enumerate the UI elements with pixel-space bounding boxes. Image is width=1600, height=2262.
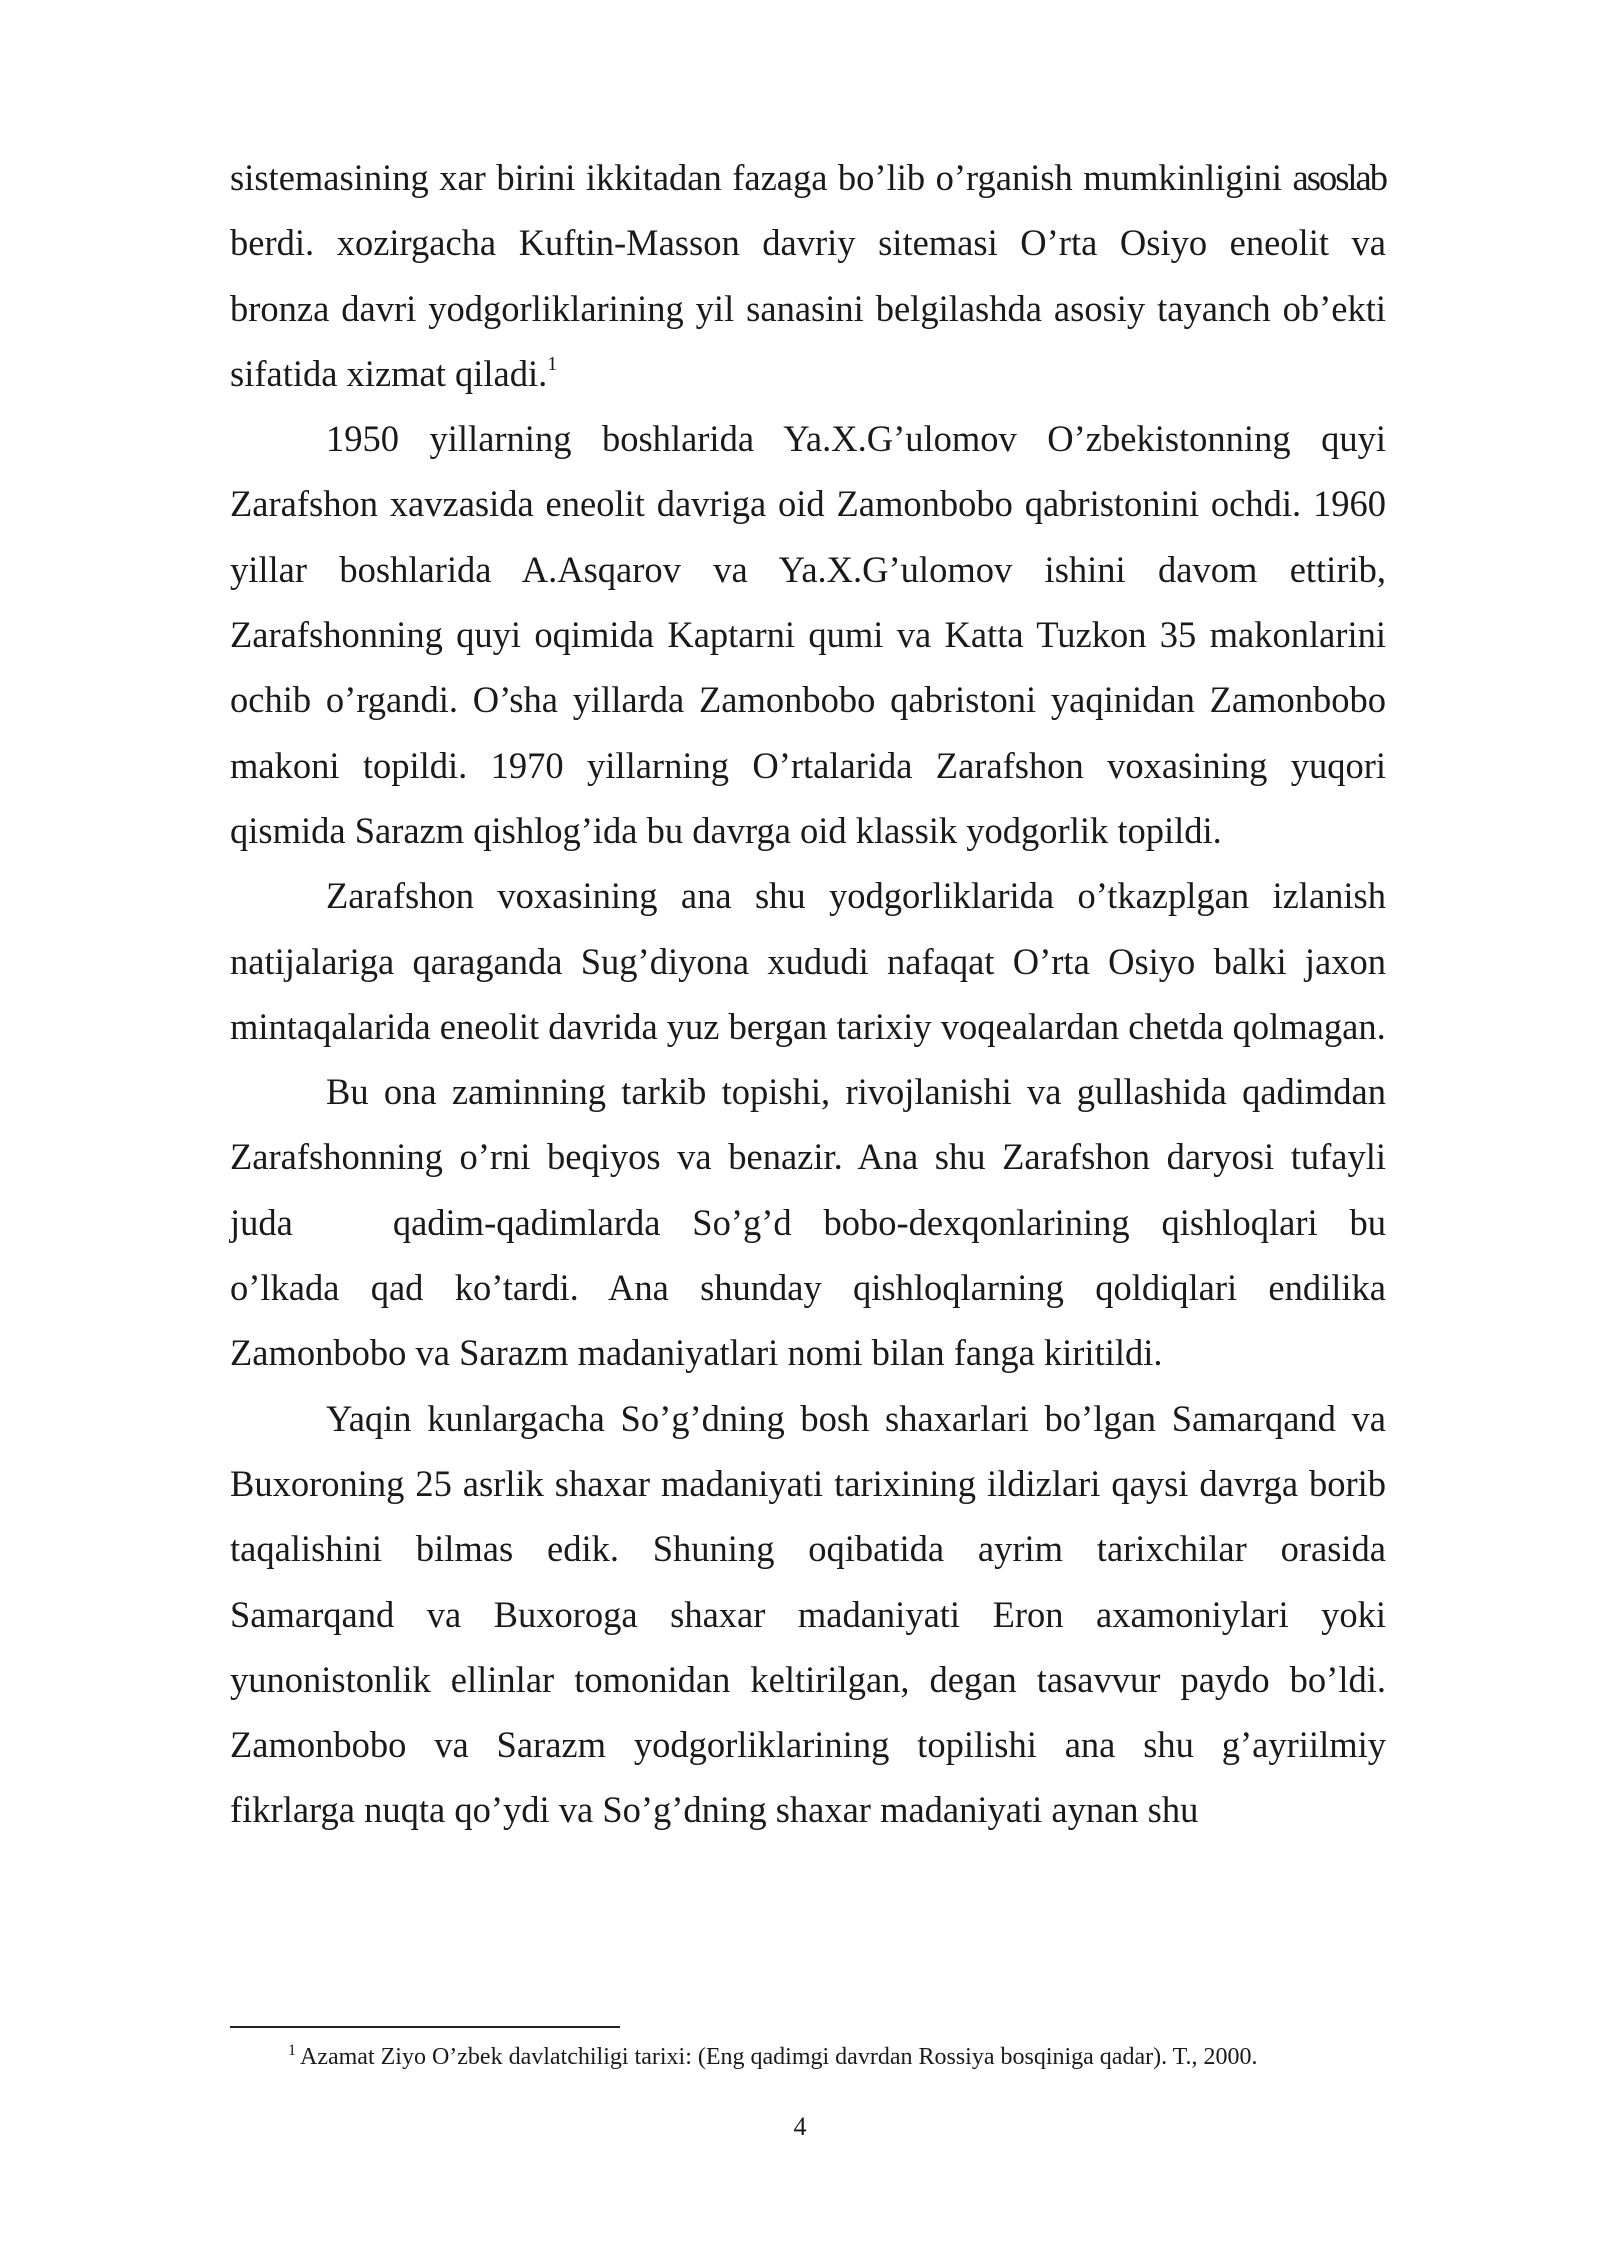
paragraph-1-tail: berdi. xozirgacha Kuftin-Masson davriy sitemasi O’rta Osiyo eneolit va bronza davri yodgorliklarining yil sanasini belgilashda asosiy tayanch ob’ekti sifatida xizmat qiladi. [230,222,1386,394]
paragraph-4 [230,1059,1386,1385]
paragraph-4-part-b: qadim-qadimlarda So’g’d bobo-dexqonlarining qishloqlari bu o’lkada qad ko’tardi. Ana shunday qishloqlarning qoldiqlari endilika Zamonbobo va Sarazm madaniyatlari nomi bilan fanga kiritildi. [230,1201,1386,1374]
footnote-text: Azamat Ziyo O’zbek davlatchiligi tarixi: (Eng qadimgi davrdan Rossiya bosqiniga qadar). T., 2000. [300,2044,1258,2070]
paragraph-5: Yaqin kunlargacha So’g’dning bosh shaxarlari bo’lgan Samarqand va Buxoroning 25 asrlik shaxar madaniyati tarixining ildizlari qaysi davrga borib taqalishini bilmas edik. Shuning oqibatida ayrim tarixchilar orasida Samarqand va Buxoroga shaxar madaniyati Eron axamoniylari yoki yunonistonlik ellinlar tomonidan keltirilgan, degan tasavvur paydo bo’ldi. Zamonbobo va Sarazm yodgorliklarining topilishi ana shu g’ayriilmiy fikrlarga nuqta qo’ydi va So’g’dning shaxar madaniyati aynan shu [230,1397,1386,1831]
paragraph-3: Zarafshon voxasining ana shu yodgorliklarida o’tkazplgan izlanish natijalariga qaraganda Sug’diyona xududi nafaqat O’rta Osiyo balki jaxon mintaqalarida eneolit davrida yuz bergan tarixiy voqealardan chetda qolmagan. [230,875,1386,1047]
paragraph-1-condensed-word: asoslab [1292,157,1386,198]
paragraph-2: 1950 yillarning boshlarida Ya.X.G’ulomov O’zbekistonning quyi Zarafshon xavzasida eneolit davriga oid Zamonbobo qabristonini ochdi. 1960 yillar boshlarida A.Asqarov va Ya.X.G’ulomov ishini davom ettirib, Zarafshonning quyi oqimida Kaptarni qumi va Katta Tuzkon 35 makonlarini ochib o’rgandi. O’sha yillarda Zamonbobo qabristoni yaqinidan Zamonbobo makoni topildi. 1970 yillarning O’rtalarida Zarafshon voxasining yuqori qismida Sarazm qishlog’ida bu davrga oid klassik yodgorlik topildi. [230,418,1386,851]
paragraph-4-part-a: Bu ona zaminning tarkib topishi, rivojlanishi va gullashida qadimdan Zarafshonning o’rni beqiyos va benazir. Ana shu Zarafshon daryosi tufayli juda [230,1071,1386,1243]
footnote [288,2040,1388,2074]
page-number: 4 [793,2112,807,2141]
body-text [230,145,1386,1843]
footnote-separator [230,2026,620,2028]
paragraph-1 [230,145,1386,406]
footnote-marker: 1 [288,2042,296,2059]
paragraph-1-head: sistemasining xar birini ikkitadan fazaga bo’lib o’rganish mumkinligini [230,157,1283,198]
footnote-reference[interactable]: 1 [547,352,558,375]
